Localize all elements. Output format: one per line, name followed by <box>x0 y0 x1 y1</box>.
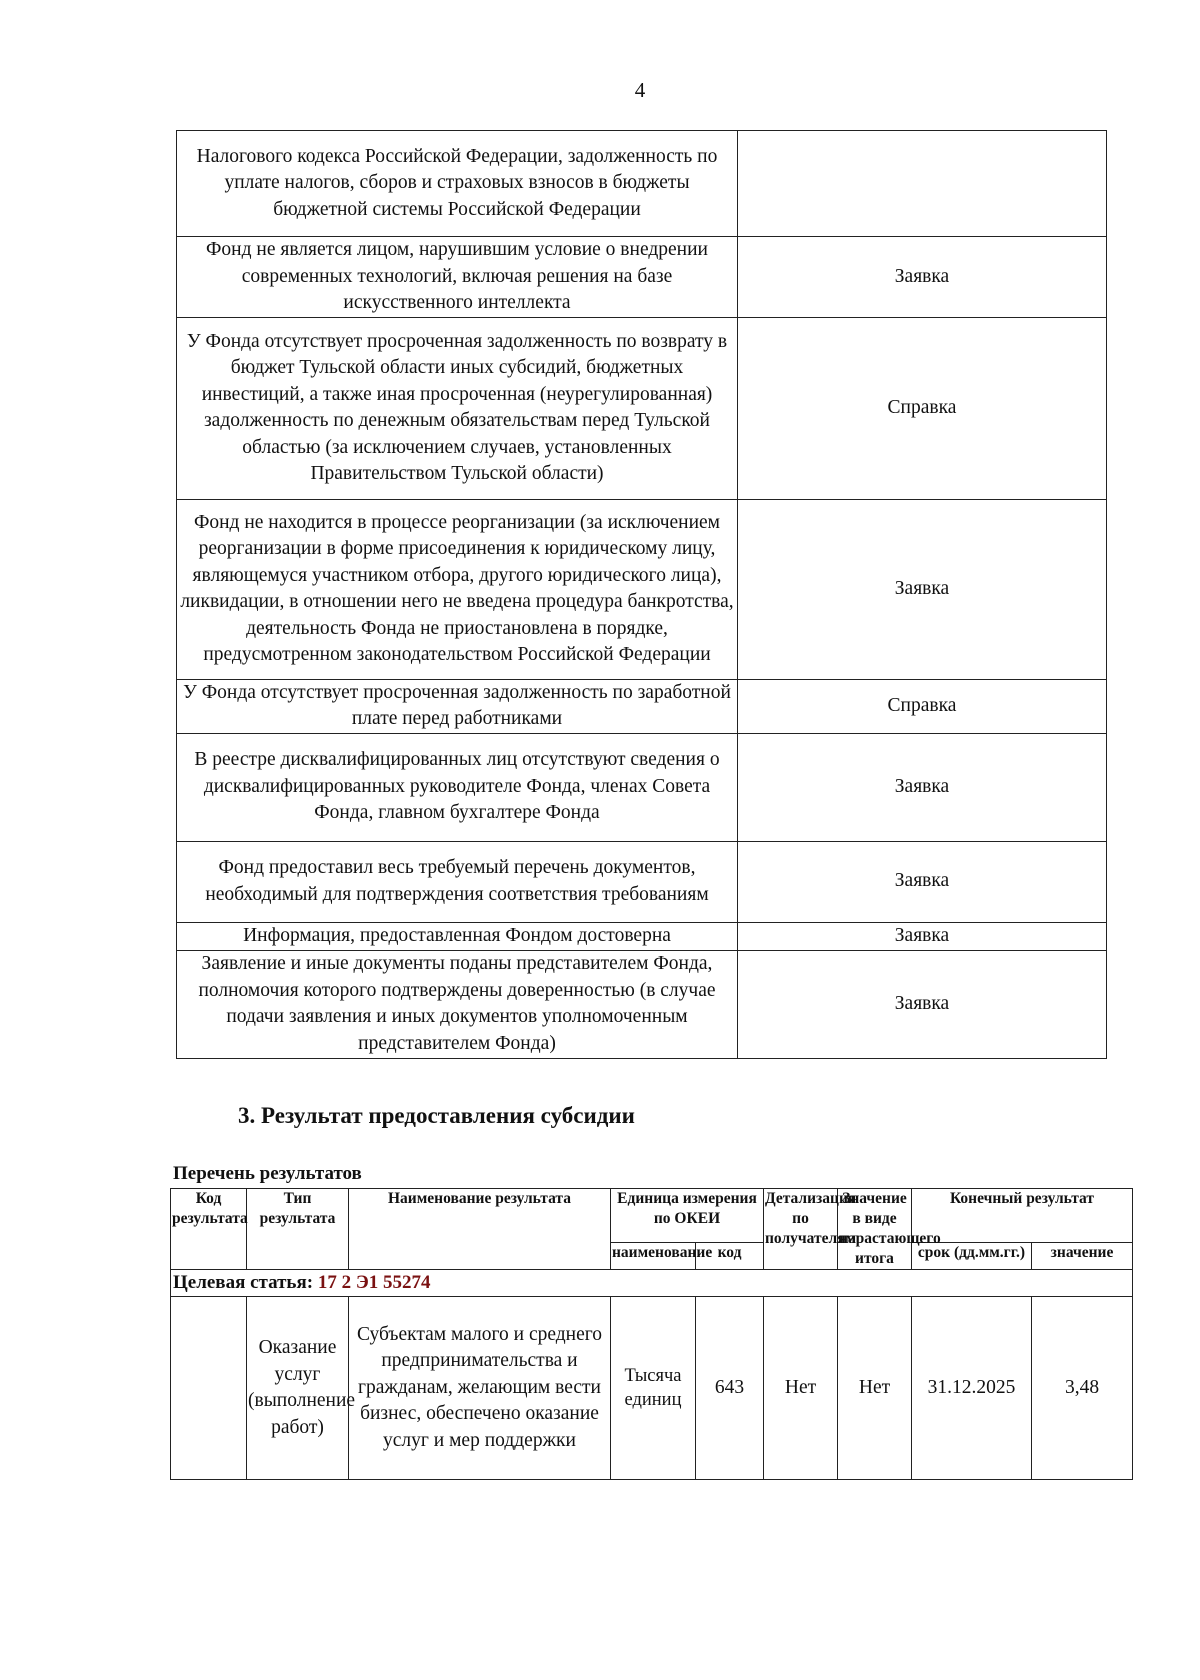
requirement-row <box>177 499 1107 679</box>
requirement-row <box>177 317 1107 499</box>
requirement-document: Заявка <box>738 237 1107 318</box>
result-unit-name: Тысяча единиц <box>611 1297 696 1480</box>
header-unit-code: код <box>696 1242 764 1269</box>
requirement-condition: У Фонда отсутствует просроченная задолженность по заработной плате перед работниками <box>177 679 738 733</box>
header-final: Конечный результат <box>912 1189 1133 1243</box>
requirement-condition: В реестре дисквалифицированных лиц отсутствуют сведения о дисквалифицированных руководителе Фонда, членах Совета Фонда, главном бухгалтере Фонда <box>177 733 738 841</box>
result-cumulative: Нет <box>838 1297 912 1480</box>
target-code: 17 2 Э1 55274 <box>317 1272 431 1293</box>
requirement-condition: Налогового кодекса Российской Федерации, задолженность по уплате налогов, сборов и страховых взносов в бюджеты бюджетной системы Российской Федерации <box>177 131 738 237</box>
target-label: Целевая статья: <box>173 1272 314 1293</box>
result-date: 31.12.2025 <box>912 1297 1032 1480</box>
target-article <box>171 1270 1133 1297</box>
results-table <box>170 1188 1133 1480</box>
header-cumulative: Значение в виде нарастающего итога <box>838 1189 912 1270</box>
requirement-condition: Информация, предоставленная Фондом достоверна <box>177 922 738 950</box>
requirement-row <box>177 679 1107 733</box>
requirements-table <box>176 130 1107 1059</box>
requirement-document: Справка <box>738 679 1107 733</box>
header-name: Наименование результата <box>349 1189 611 1270</box>
page-number: 4 <box>634 78 646 102</box>
requirement-condition: У Фонда отсутствует просроченная задолженность по возврату в бюджет Тульской области иных субсидий, бюджетных инвестиций, а также иная просроченная (неурегулированная) задолженность по денежным обязательствам перед Тульской областью (за исключением случаев, установленных Правительством Тульской области) <box>177 317 738 499</box>
requirement-row <box>177 237 1107 318</box>
requirement-condition: Фонд не находится в процессе реорганизации (за исключением реорганизации в форме присоединения к юридическому лицу, являющемуся участником отбора, другого юридического лица), ликвидации, в отношении него не введена процедура банкротства, деятельность Фонда не приостановлена в порядке, предусмотренном законодательством Российской Федерации <box>177 499 738 679</box>
header-unit: Единица измерения по ОКЕИ <box>611 1189 764 1243</box>
requirement-condition: Заявление и иные документы поданы представителем Фонда, полномочия которого подтверждены доверенностью (в случае подачи заявления и иных документов уполномоченным представителем Фонда) <box>177 950 738 1058</box>
requirement-document: Справка <box>738 317 1107 499</box>
header-final-value: значение <box>1032 1242 1133 1269</box>
requirement-document: Заявка <box>738 950 1107 1058</box>
result-unit-code: 643 <box>696 1297 764 1480</box>
header-final-date: срок (дд.мм.гг.) <box>912 1242 1032 1269</box>
header-type: Тип результата <box>247 1189 349 1270</box>
requirement-document: Заявка <box>738 499 1107 679</box>
header-unit-name: наименование <box>611 1242 696 1269</box>
requirement-condition: Фонд предоставил весь требуемый перечень документов, необходимый для подтверждения соответствия требованиям <box>177 841 738 922</box>
result-type: Оказание услуг (выполнение работ) <box>247 1297 349 1480</box>
results-list-title: Перечень результатов <box>173 1163 362 1184</box>
header-detail: Детализация по получателям <box>764 1189 838 1270</box>
result-name: Субъектам малого и среднего предпринимательства и гражданам, желающим вести бизнес, обеспечено оказание услуг и мер поддержки <box>349 1297 611 1480</box>
table-row <box>171 1297 1133 1480</box>
requirement-row <box>177 922 1107 950</box>
requirement-row <box>177 733 1107 841</box>
requirement-document <box>738 131 1107 237</box>
result-detail: Нет <box>764 1297 838 1480</box>
requirement-condition: Фонд не является лицом, нарушившим условие о внедрении современных технологий, включая решения на базе искусственного интеллекта <box>177 237 738 318</box>
target-article-row <box>171 1270 1133 1297</box>
requirement-document: Заявка <box>738 733 1107 841</box>
requirement-row <box>177 950 1107 1058</box>
results-header-row <box>171 1189 1133 1243</box>
section-title: 3. Результат предоставления субсидии <box>238 1103 635 1128</box>
result-code <box>171 1297 247 1480</box>
requirement-row <box>177 841 1107 922</box>
requirement-row <box>177 131 1107 237</box>
requirement-document: Заявка <box>738 922 1107 950</box>
header-code: Код результата <box>171 1189 247 1270</box>
requirement-document: Заявка <box>738 841 1107 922</box>
result-value: 3,48 <box>1032 1297 1133 1480</box>
